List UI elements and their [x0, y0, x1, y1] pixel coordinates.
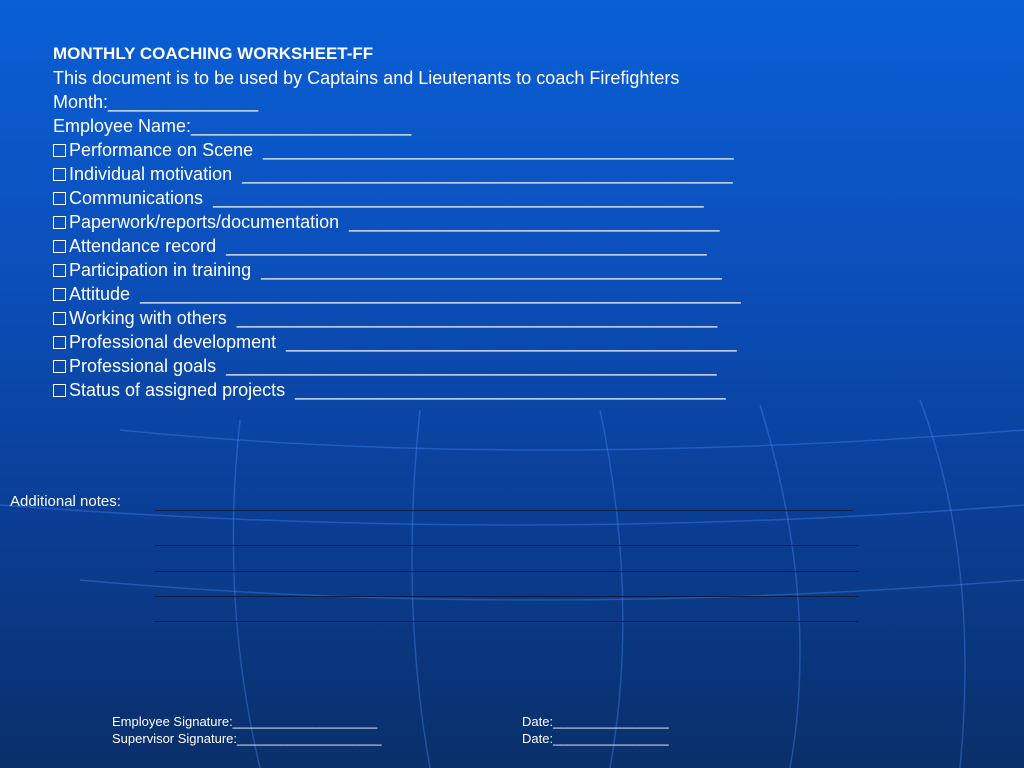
- page-title: MONTHLY COACHING WORKSHEET-FF: [53, 44, 374, 63]
- notes-line[interactable]: [155, 621, 858, 622]
- item-label: Professional development: [69, 332, 277, 352]
- item-label: Participation in training: [69, 260, 252, 280]
- item-blank[interactable]: ____________________________________________________________: [140, 284, 741, 304]
- item-label: Attitude: [69, 284, 131, 304]
- checklist-item[interactable]: [53, 282, 853, 306]
- item-blank[interactable]: _____________________________________: [349, 212, 720, 232]
- item-label: Status of assigned projects: [69, 380, 286, 400]
- item-label: Working with others: [69, 308, 227, 328]
- date-block: [522, 713, 669, 747]
- employee-date-field[interactable]: Date:________________: [522, 714, 669, 729]
- checklist-item[interactable]: [53, 306, 853, 330]
- checkbox-icon[interactable]: [53, 144, 66, 157]
- item-blank[interactable]: _________________________________________________: [213, 188, 704, 208]
- checklist-item[interactable]: [53, 378, 853, 402]
- item-blank[interactable]: _____________________________________________: [286, 332, 737, 352]
- worksheet-body: [53, 42, 853, 402]
- checklist-item[interactable]: [53, 354, 853, 378]
- signature-block: [112, 713, 382, 747]
- item-blank[interactable]: _________________________________________________: [242, 164, 733, 184]
- checkbox-icon[interactable]: [53, 240, 66, 253]
- supervisor-date-field[interactable]: Date:________________: [522, 731, 669, 746]
- subtitle: This document is to be used by Captains and Lieutenants to coach Firefighters: [53, 68, 680, 88]
- item-label: Paperwork/reports/documentation: [69, 212, 340, 232]
- checklist-item[interactable]: [53, 186, 853, 210]
- item-blank[interactable]: ________________________________________________: [226, 236, 707, 256]
- item-blank[interactable]: _______________________________________________: [263, 140, 734, 160]
- checklist-item[interactable]: [53, 138, 853, 162]
- checkbox-icon[interactable]: [53, 168, 66, 181]
- supervisor-signature-field[interactable]: Supervisor Signature:____________________: [112, 731, 382, 746]
- checkbox-icon[interactable]: [53, 360, 66, 373]
- notes-line[interactable]: [155, 545, 858, 546]
- checklist-item[interactable]: [53, 234, 853, 258]
- item-blank[interactable]: _________________________________________________: [226, 356, 717, 376]
- checklist-item[interactable]: [53, 210, 853, 234]
- checkbox-icon[interactable]: [53, 384, 66, 397]
- employee-signature-field[interactable]: Employee Signature:____________________: [112, 714, 378, 729]
- month-field[interactable]: Month:_______________: [53, 92, 259, 112]
- item-label: Individual motivation: [69, 164, 233, 184]
- item-blank[interactable]: ______________________________________________: [261, 260, 722, 280]
- item-label: Professional goals: [69, 356, 217, 376]
- checkbox-icon[interactable]: [53, 288, 66, 301]
- item-label: Attendance record: [69, 236, 217, 256]
- checkbox-icon[interactable]: [53, 192, 66, 205]
- checklist-item[interactable]: [53, 258, 853, 282]
- checkbox-icon[interactable]: [53, 312, 66, 325]
- additional-notes-label: Additional notes:: [10, 493, 121, 510]
- checklist-item[interactable]: [53, 330, 853, 354]
- checklist-item[interactable]: [53, 162, 853, 186]
- employee-name-field[interactable]: Employee Name:______________________: [53, 116, 412, 136]
- notes-line[interactable]: [155, 571, 858, 572]
- checkbox-icon[interactable]: [53, 336, 66, 349]
- notes-line[interactable]: [155, 596, 858, 597]
- checkbox-icon[interactable]: [53, 264, 66, 277]
- item-label: Communications: [69, 188, 204, 208]
- item-blank[interactable]: ___________________________________________: [295, 380, 726, 400]
- item-blank[interactable]: ________________________________________________: [236, 308, 718, 328]
- checkbox-icon[interactable]: [53, 216, 66, 229]
- item-label: Performance on Scene: [69, 140, 254, 160]
- notes-line[interactable]: [155, 510, 853, 511]
